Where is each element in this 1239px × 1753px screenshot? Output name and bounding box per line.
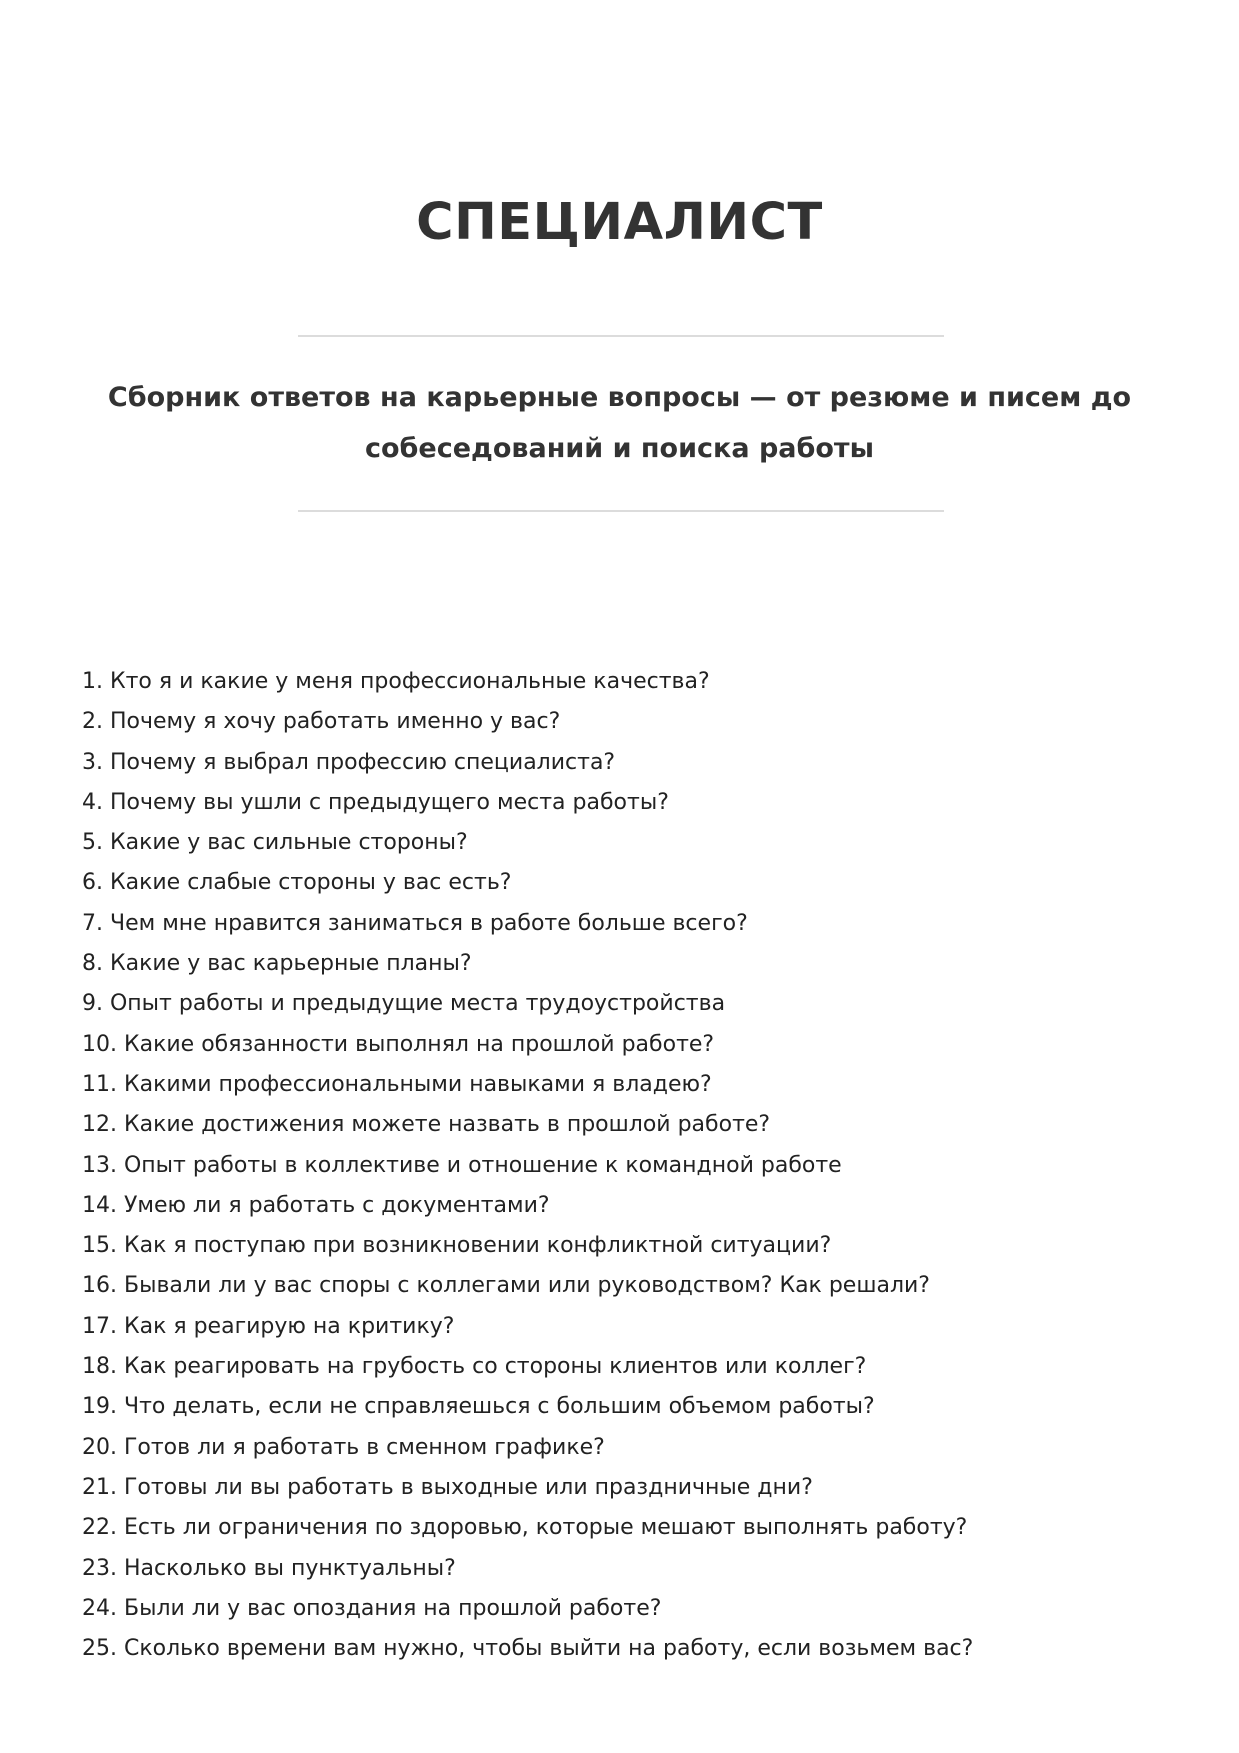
question-item: 15. Как я поступаю при возникновении конфликтной ситуации? <box>82 1233 832 1259</box>
question-item: 22. Есть ли ограничения по здоровью, которые мешают выполнять работу? <box>82 1515 968 1541</box>
question-item: 23. Насколько вы пунктуальны? <box>82 1555 456 1581</box>
question-item: 9. Опыт работы и предыдущие места трудоустройства <box>82 991 726 1017</box>
bottom-divider <box>298 510 944 512</box>
question-item: 7. Чем мне нравится заниматься в работе больше всего? <box>82 910 748 936</box>
question-list <box>82 662 1182 1669</box>
question-item: 19. Что делать, если не справляешься с большим объемом работы? <box>82 1394 875 1420</box>
top-divider <box>298 335 944 337</box>
question-item: 21. Готовы ли вы работать в выходные или праздничные дни? <box>82 1474 813 1500</box>
question-item: 11. Какими профессиональными навыками я владею? <box>82 1071 712 1097</box>
document-title: СПЕЦИАЛИСТ <box>416 193 823 252</box>
document-subtitle: Сборник ответов на карьерные вопросы — от резюме и писем до собеседований и поиска работы <box>107 382 1132 464</box>
question-item: 3. Почему я выбрал профессию специалиста? <box>82 749 616 775</box>
question-item: 4. Почему вы ушли с предыдущего места работы? <box>82 789 669 815</box>
question-item: 14. Умею ли я работать с документами? <box>82 1192 550 1218</box>
question-item: 10. Какие обязанности выполнял на прошлой работе? <box>82 1031 715 1057</box>
question-item: 5. Какие у вас сильные стороны? <box>82 830 468 856</box>
question-item: 8. Какие у вас карьерные планы? <box>82 951 472 977</box>
question-item: 16. Бывали ли у вас споры с коллегами или руководством? Как решали? <box>82 1273 930 1299</box>
question-item: 25. Сколько времени вам нужно, чтобы выйти на работу, если возьмем вас? <box>82 1636 974 1662</box>
question-item: 6. Какие слабые стороны у вас есть? <box>82 870 512 896</box>
question-item: 12. Какие достижения можете назвать в прошлой работе? <box>82 1112 771 1138</box>
question-item: 17. Как я реагирую на критику? <box>82 1313 455 1339</box>
question-item: 13. Опыт работы в коллективе и отношение к командной работе <box>82 1152 842 1178</box>
question-item: 24. Были ли у вас опоздания на прошлой работе? <box>82 1595 662 1621</box>
question-item: 1. Кто я и какие у меня профессиональные качества? <box>82 669 710 694</box>
question-item: 20. Готов ли я работать в сменном графике? <box>82 1434 605 1460</box>
question-item: 18. Как реагировать на грубость со стороны клиентов или коллег? <box>82 1354 867 1380</box>
question-item: 2. Почему я хочу работать именно у вас? <box>82 709 561 735</box>
